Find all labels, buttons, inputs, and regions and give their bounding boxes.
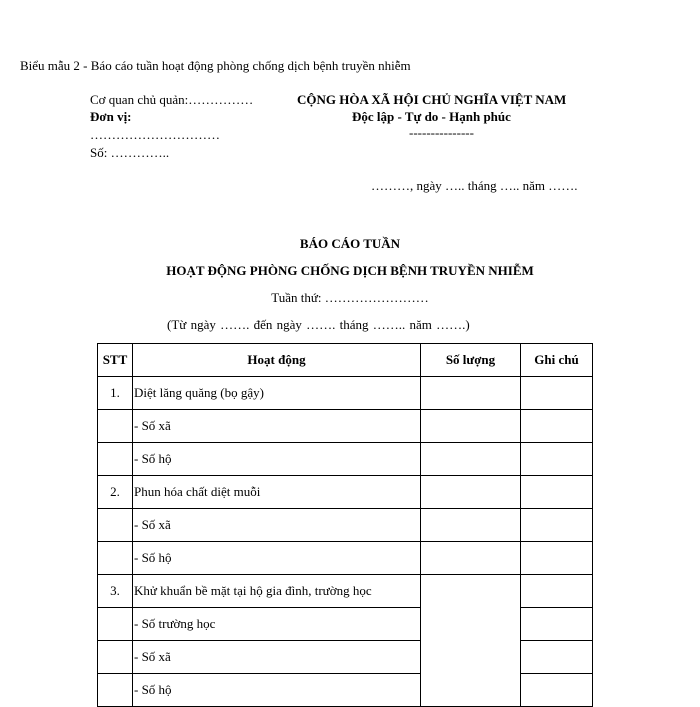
- row-stt: 3.: [98, 575, 133, 608]
- agency-label: Cơ quan chủ quản:……………: [90, 92, 254, 107]
- row-activity: - Số xã: [133, 641, 421, 674]
- document-number: Số: …………..: [90, 145, 170, 160]
- row-note-cell: [521, 674, 593, 707]
- row-stt: [98, 509, 133, 542]
- table-row: [98, 509, 593, 542]
- date-line: ………, ngày ….. tháng ….. năm …….: [371, 178, 578, 193]
- row-note-cell: [521, 542, 593, 575]
- national-motto: Độc lập - Tự do - Hạnh phúc: [352, 109, 511, 124]
- form-title: Biểu mẫu 2 - Báo cáo tuần hoạt động phòng chống dịch bệnh truyền nhiễm: [20, 58, 411, 73]
- row-activity: - Số hộ: [133, 542, 421, 575]
- unit-label: Đơn vị:: [90, 109, 132, 124]
- row-activity: Diệt lăng quăng (bọ gậy): [133, 377, 421, 410]
- table-row: [98, 476, 593, 509]
- table-row: [98, 575, 593, 608]
- header-note: Ghi chú: [521, 344, 593, 377]
- table-row: [98, 377, 593, 410]
- header-activity: Hoạt động: [133, 344, 421, 377]
- row-activity: - Số hộ: [133, 674, 421, 707]
- header-quantity: Số lượng: [421, 344, 521, 377]
- national-title: CỘNG HÒA XÃ HỘI CHỦ NGHĨA VIỆT NAM: [297, 92, 567, 107]
- row-activity: Phun hóa chất diệt muỗi: [133, 476, 421, 509]
- row-stt: 1.: [98, 377, 133, 410]
- row-stt: [98, 608, 133, 641]
- row-note-cell: [521, 641, 593, 674]
- row-stt: [98, 410, 133, 443]
- row-activity: - Số xã: [133, 410, 421, 443]
- week-line: Tuần thứ: ……………………: [271, 290, 429, 305]
- report-subtitle: HOẠT ĐỘNG PHÒNG CHỐNG DỊCH BỆNH TRUYỀN NHIỄM: [166, 263, 534, 278]
- row-stt: 2.: [98, 476, 133, 509]
- row-stt: [98, 542, 133, 575]
- header-stt: STT: [98, 344, 133, 377]
- row-activity: - Số xã: [133, 509, 421, 542]
- row-activity: Khử khuẩn bề mặt tại hộ gia đình, trường học: [133, 575, 421, 608]
- table-row: [98, 542, 593, 575]
- row-note-cell: [521, 509, 593, 542]
- row-activity: - Số trường học: [133, 608, 421, 641]
- row-quantity-cell: [421, 377, 521, 410]
- row-quantity-cell: [421, 476, 521, 509]
- row-note-cell: [521, 410, 593, 443]
- table-row: [98, 410, 593, 443]
- row-activity: - Số hộ: [133, 443, 421, 476]
- row-quantity-cell: [421, 509, 521, 542]
- row-note-cell: [521, 377, 593, 410]
- row-quantity-cell: [421, 443, 521, 476]
- row-stt: [98, 641, 133, 674]
- row-quantity-cell: [421, 542, 521, 575]
- row-note-cell: [521, 476, 593, 509]
- row-quantity-cell: [421, 410, 521, 443]
- row-stt: [98, 674, 133, 707]
- table-row: [98, 443, 593, 476]
- row-note-cell: [521, 608, 593, 641]
- row-note-cell: [521, 443, 593, 476]
- row-note-cell: [521, 575, 593, 608]
- table-header-row: [98, 344, 593, 377]
- row-stt: [98, 443, 133, 476]
- report-title: BÁO CÁO TUẦN: [299, 236, 401, 251]
- motto-divider: ---------------: [409, 125, 474, 140]
- row-quantity-cell-merged: [421, 575, 521, 707]
- unit-dots: …………………………: [90, 127, 220, 142]
- report-table: [97, 343, 593, 707]
- date-range-line: (Từ ngày ……. đến ngày ……. tháng …….. năm …….): [167, 317, 470, 332]
